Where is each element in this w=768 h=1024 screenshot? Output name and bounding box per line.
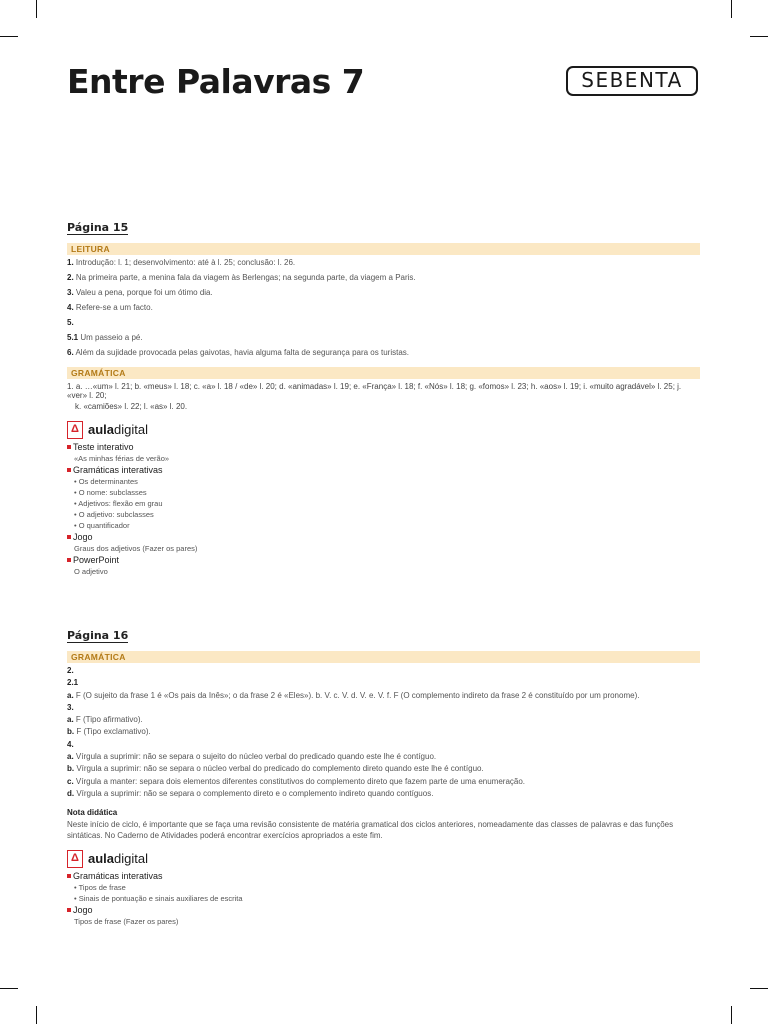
red-square-icon [67,535,71,539]
aula-sub-item[interactable]: O adjetivo [74,566,108,576]
answer-item [67,752,700,762]
answer-text: F (Tipo afirmativo). [73,715,143,725]
answer-text: F (O sujeito da frase 1 é «Os pais da Inês»; o da frase 2 é «Eles»). b. V. c. V. d. V. e. V. f. F (O complemento indireto da frase 2 é constituído por um pronome). [73,690,640,700]
aula-item[interactable] [67,442,700,464]
answer-number: 4. [67,303,74,312]
gramatica-line: 1. a. …«um» l. 21; b. «meus» l. 18; c. «a» l. 18 / «de» l. 20; d. «animadas» l. 19; e. «França» l. 18; f. «Nós» l. 18; g. «fomos» l. 23; h. «aos» l. 19; i. «muito agradável» l. 25; j. «ver» l. 20; [67,381,682,401]
answer-text: Um passeio a pé. [78,333,143,342]
answer-text: Além da sujidade provocada pelas gaivotas, havia alguma falta de segurança para os turistas. [73,348,409,357]
aula-item-title[interactable] [67,555,700,566]
answer-item [67,740,700,750]
answer-text: Vírgula a suprimir: não se separa o complemento direto e o complemento indireto quando contíguos. [74,788,434,798]
answer-number: 1. [67,258,74,267]
gramatica-band: GRAMÁTICA [67,367,700,379]
aula-sub-item[interactable]: • O adjetivo: subclasses [74,509,154,519]
aula-sub-item[interactable]: • Sinais de pontuação e sinais auxiliares de escrita [74,893,243,903]
answer-item [67,348,700,358]
leitura-band: LEITURA [67,243,700,255]
answer-item [67,333,700,343]
answer-number: d. [67,788,75,798]
page16-heading: Página 16 [67,629,129,642]
answer-number: a. [67,715,74,725]
gramatica-line: k. «camiões» l. 22; l. «as» l. 20. [75,402,188,412]
aula-digital-icon: Δ [67,421,83,439]
answer-number: 3. [67,288,74,297]
answer-text: F (Tipo exclamativo). [74,727,151,737]
answer-item [67,258,700,268]
aula-digital-wordmark: auladigital [88,851,148,867]
aula-item-label: Teste interativo [73,441,134,452]
answer-item [67,318,700,328]
answer-number: 2. [67,273,74,282]
answer-number: 4. [67,739,74,749]
aula-digital-wordmark: auladigital [88,422,148,438]
aula-items [67,871,700,927]
answer-number: b. [67,764,75,774]
note-title: Nota didática [67,807,118,817]
answer-number: 5.1 [67,333,79,342]
crop-mark [0,36,18,37]
aula-item-label: Jogo [73,904,93,915]
answer-text: Refere-se a um facto. [73,303,153,312]
answer-item [67,691,700,701]
aula-digital-block [67,420,700,577]
answer-number: a. [67,690,74,700]
aula-item-label: Gramáticas interativas [73,870,163,881]
leitura-answers [67,258,700,358]
page15-heading: Página 15 [67,221,129,234]
answer-item [67,288,700,298]
crop-mark [731,1006,732,1024]
red-square-icon [67,908,71,912]
aula-items [67,442,700,577]
answer-item [67,273,700,283]
aula-item-label: PowerPoint [73,554,120,565]
aula-item-title[interactable] [67,532,700,543]
answer-text: Vírgula a manter: separa dois elementos diferentes constitutivos do complemento direto que fazem parte de uma enumeração. [73,776,526,786]
answer-item [67,777,700,787]
aula-sub-item[interactable]: • O quantificador [74,520,130,530]
gramatica-band: GRAMÁTICA [67,651,700,663]
aula-digital-block [67,849,700,927]
brand-logo: SEBENTA [566,66,698,96]
answer-number: b. [67,727,75,737]
answer-number: a. [67,752,74,762]
aula-sub-item[interactable]: • O nome: subclasses [74,487,147,497]
answer-item [67,678,700,688]
crop-mark [0,988,18,989]
aula-item[interactable] [67,532,700,554]
red-square-icon [67,445,71,449]
answer-text: Vírgula a suprimir: não se separa o núcleo verbal do predicado do complemento direto quando este lhe é contíguo. [74,764,484,774]
answer-item [67,727,700,737]
answer-item [67,764,700,774]
red-square-icon [67,468,71,472]
aula-item-title[interactable] [67,442,700,453]
aula-sub-item[interactable]: • Adjetivos: flexão em grau [74,498,163,508]
aula-item[interactable] [67,871,700,904]
aula-item[interactable] [67,905,700,927]
answer-number: c. [67,776,74,786]
aula-item-label: Jogo [73,531,93,542]
answer-item [67,789,700,799]
aula-item[interactable] [67,555,700,577]
answer-text: Vírgula a suprimir: não se separa o sujeito do núcleo verbal do predicado quando este lhe é contíguo. [73,752,437,762]
aula-item-title[interactable] [67,905,700,916]
note-text: Neste início de ciclo, é importante que se faça uma revisão consistente de matéria gramatical dos ciclos anteriores, nomeadamente das classes de palavras e das funções sintáticas. No Caderno de Atividades poderá encontrar exercícios apropriados a este fim. [67,819,674,840]
answer-item [67,703,700,713]
aula-item-title[interactable] [67,871,700,882]
crop-mark [750,988,768,989]
red-square-icon [67,874,71,878]
aula-sub-item[interactable]: • Tipos de frase [74,882,126,892]
answer-number: 5. [67,318,74,327]
answer-text: Valeu a pena, porque foi um ótimo dia. [73,288,213,297]
answer-item [67,715,700,725]
gramatica-answers [67,666,700,799]
answer-text: Na primeira parte, a menina fala da viagem às Berlengas; na segunda parte, da viagem a Paris. [73,273,416,282]
crop-mark [731,0,732,18]
aula-sub-item[interactable]: «As minhas férias de verão» [74,453,170,463]
answer-number: 3. [67,702,74,712]
red-square-icon [67,558,71,562]
aula-sub-item[interactable]: Tipos de frase (Fazer os pares) [74,916,179,926]
crop-mark [36,1006,37,1024]
aula-item-title[interactable] [67,465,700,476]
page15-section [67,218,700,577]
answer-number: 6. [67,348,74,357]
answer-number: 2.1 [67,678,79,688]
page16-section [67,626,700,927]
answer-number: 2. [67,666,74,675]
page-title: Entre Palavras 7 [67,62,365,101]
aula-sub-item[interactable]: • Os determinantes [74,476,138,486]
answer-text: Introdução: l. 1; desenvolvimento: até à l. 25; conclusão: l. 26. [73,258,296,267]
crop-mark [36,0,37,18]
aula-digital-icon: Δ [67,850,83,868]
aula-sub-item[interactable]: Graus dos adjetivos (Fazer os pares) [74,543,198,553]
answer-item [67,666,700,676]
aula-item-label: Gramáticas interativas [73,464,163,475]
answer-item [67,303,700,313]
crop-mark [750,36,768,37]
aula-item[interactable] [67,465,700,531]
